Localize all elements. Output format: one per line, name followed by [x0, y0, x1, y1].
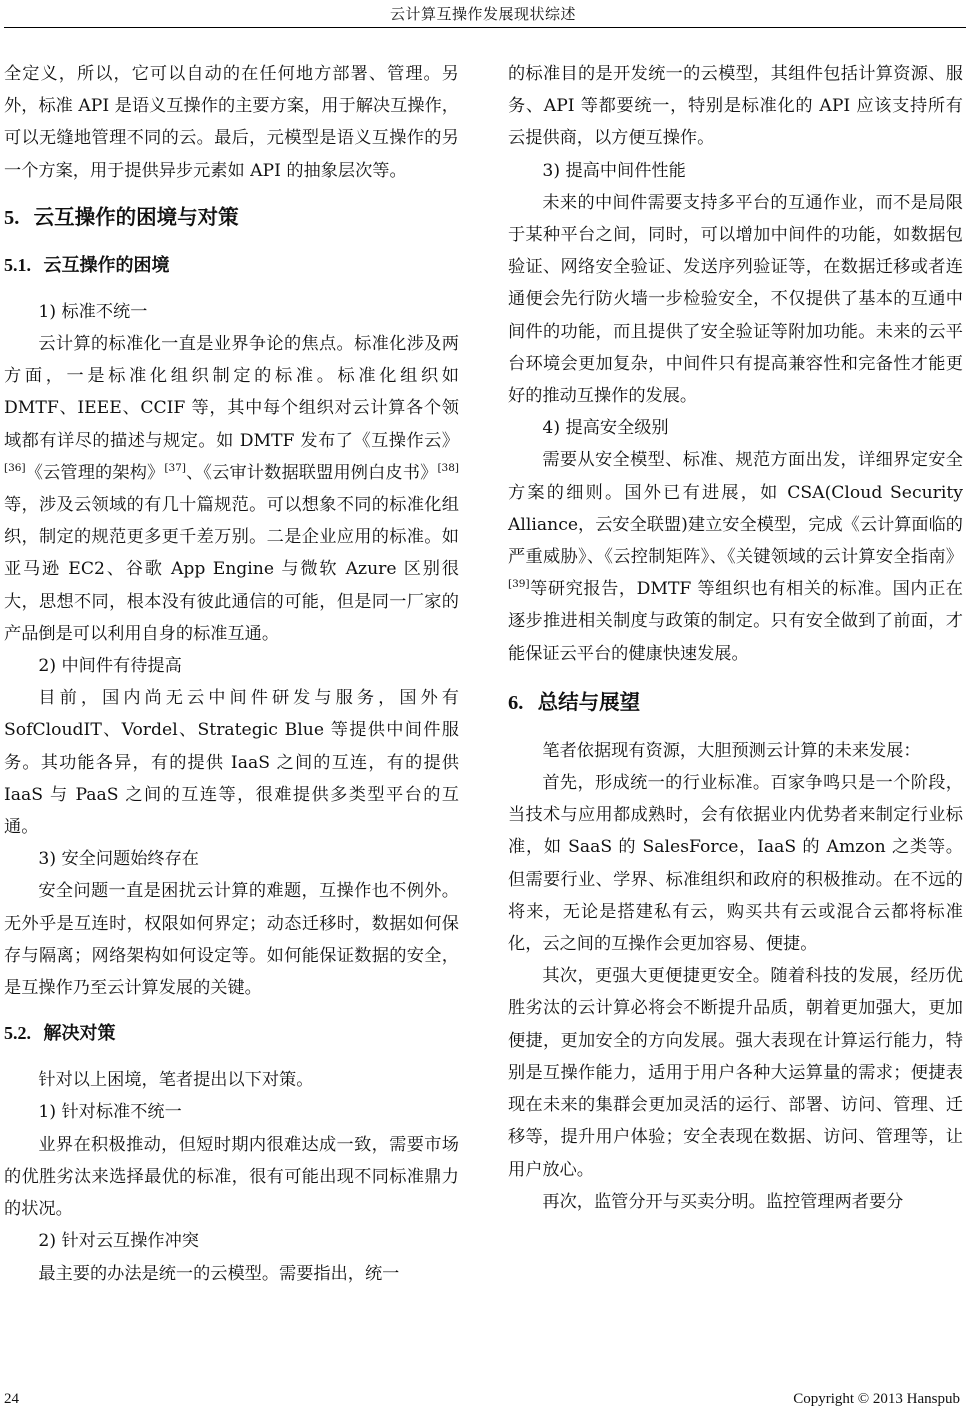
section-number: 5.1. [4, 254, 31, 275]
section-title: 云互操作的困境 [43, 254, 170, 276]
text-run: 需要从安全模型、标准、规范方面出发，详细界定安全方案的细则。国外已有进展，如 CSA(Cloud Security Alliance，云安全联盟)建立安全模型，完成《云计算面临的严重威胁》、《云控制矩阵》、《关键领域的云计算安全指南》 [508, 450, 963, 568]
paragraph-outlook-intro: 笔者依据现有资源，大胆预测云计算的未来发展： [542, 740, 921, 761]
paragraph-continued: 的标准目的是开发统一的云模型，其组件包括计算资源、服务、API 等都要统一，特别是标准化的 API 应该支持所有云提供商，以方便互操作。 [508, 64, 963, 149]
list-item-title: 4) 提高安全级别 [542, 418, 669, 439]
citation-37: [37] [164, 461, 186, 474]
section-5-1-heading [4, 250, 459, 281]
citation-38: [38] [437, 461, 459, 474]
text-run: 、《云审计数据联盟用例白皮书》 [185, 462, 438, 483]
paragraph-outlook-third: 再次，监管分开与买卖分明。监控管理两者要分 [542, 1191, 904, 1212]
section-5-heading [4, 201, 459, 234]
paragraph-standards [4, 328, 459, 650]
list-item-title: 3) 提高中间件性能 [542, 160, 686, 181]
header-rule [4, 27, 966, 28]
section-number: 6. [508, 691, 524, 714]
paragraph-security: 安全问题一直是困扰云计算的难题，互操作也不例外。无外乎是互连时，权限如何界定；动态迁移时，数据如何保存与隔离；网络架构如何设定等。如何能保证数据的安全，是互操作乃至云计算发展的关键。 [4, 881, 459, 999]
section-number: 5.2. [4, 1023, 31, 1044]
citation-36: [36] [4, 461, 26, 474]
section-title: 云互操作的困境与对策 [33, 204, 239, 229]
section-title: 解决对策 [43, 1023, 116, 1045]
list-item-title: 2) 中间件有待提高 [38, 656, 182, 677]
section-number: 5. [4, 206, 20, 229]
paragraph-solution-3: 未来的中间件需要支持多平台的互通作业，而不是局限于某种平台之间，同时，可以增加中间件的功能，如数据包验证、网络安全验证、发送序列验证等，在数据迁移或者连通便会先行防火墙一步检验安全，不仅提供了基本的互通中间件的功能，而且提供了安全验证等附加功能。未来的云平台环境会更加复杂，中间件只有提高兼容性和完备性才能更好的推动互操作的发展。 [508, 192, 963, 407]
right-column [508, 58, 963, 1218]
section-6-heading [508, 686, 963, 719]
text-run: 等，涉及云领域的有几十篇规范。可以想象不同的标准化组织，制定的规范更多更千差万别。二是企业应用的标准。如亚马逊 EC2、谷歌 App Engine 与微软 Azure 区别很大，思想不同，根本没有彼此通信的可能，但是同一厂家的产品倒是可以利用自身的标准互通。 [4, 495, 459, 644]
copyright-notice: Copyright © 2013 Hanspub [793, 1391, 960, 1407]
paragraph-outlook-first: 首先，形成统一的行业标准。百家争鸣只是一个阶段，当技术与应用都成熟时，会有依据业内优势者来制定行业标准，如 SaaS 的 SalesForce，IaaS 的 Amzon 之类等。但需要行业、学界、标准组织和政府的积极推动。在不远的将来，无论是搭建私有云，购买共有云或混合云都将标准化，云之间的互操作会更加容易、便捷。 [508, 773, 963, 955]
list-item-title: 1) 标准不统一 [38, 301, 148, 322]
paragraph-solution-2: 最主要的办法是统一的云模型。需要指出，统一 [38, 1263, 400, 1284]
section-5-2-heading [4, 1018, 459, 1049]
paragraph-outlook-second: 其次，更强大更便捷更安全。随着科技的发展，经历优胜劣汰的云计算必将会不断提升品质，朝着更加强大，更加便捷，更加安全的方向发展。强大表现在计算运行能力，特别是互操作能力，适用于用户各种大运算量的需求；便捷表现在未来的集群会更加灵活的运行、部署、访问、管理、迁移等，提升用户体验；安全表现在数据、访问、管理等，让用户放心。 [508, 966, 963, 1180]
paragraph-intro: 全定义，所以，它可以自动的在任何地方部署、管理。另外，标准 API 是语义互操作的主要方案，用于解决互操作，可以无缝地管理不同的云。最后，元模型是语义互操作的另一个方案，用于提供异步元素如 API 的抽象层次等。 [4, 64, 459, 181]
section-title: 总结与展望 [537, 689, 641, 714]
text-run: 《云管理的架构》 [25, 462, 165, 483]
list-item-title: 2) 针对云互操作冲突 [38, 1231, 199, 1252]
left-column [4, 58, 459, 1290]
text-run: 云计算的标准化一直是业界争论的焦点。标准化涉及两方面，一是标准化组织制定的标准。标准化组织如 DMTF、IEEE、CCIF 等，其中每个组织对云计算各个领域都有详尽的描述与规定。如 DMTF 发布了《互操作云》 [4, 334, 459, 451]
paragraph-middleware: 目前，国内尚无云中间件研发与服务，国外有 SofCloudIT、Vordel、Strategic Blue 等提供中间件服务。其功能各异，有的提供 IaaS 之间的互连，有的提供 IaaS 与 PaaS 之间的互连等，很难提供多类型平台的互通。 [4, 688, 459, 838]
paragraph-solution-1: 业界在积极推动，但短时期内很难达成一致，需要市场的优胜劣汰来选择最优的标准，很有可能出现不同标准鼎力的状况。 [4, 1134, 459, 1220]
list-item-title: 3) 安全问题始终存在 [38, 849, 199, 870]
paragraph-solution-4 [508, 444, 963, 669]
text-run: 等研究报告，DMTF 等组织也有相关的标准。国内正在逐步推进相关制度与政策的制定。只有安全做到了前面，才能保证云平台的健康快速发展。 [508, 579, 963, 664]
list-item-title: 1) 针对标准不统一 [38, 1102, 182, 1123]
paragraph-solutions-intro: 针对以上困境，笔者提出以下对策。 [38, 1070, 314, 1091]
page-number: 24 [4, 1391, 19, 1407]
running-header-title: 云计算互操作发展现状综述 [389, 5, 576, 23]
citation-39: [39] [508, 578, 530, 591]
